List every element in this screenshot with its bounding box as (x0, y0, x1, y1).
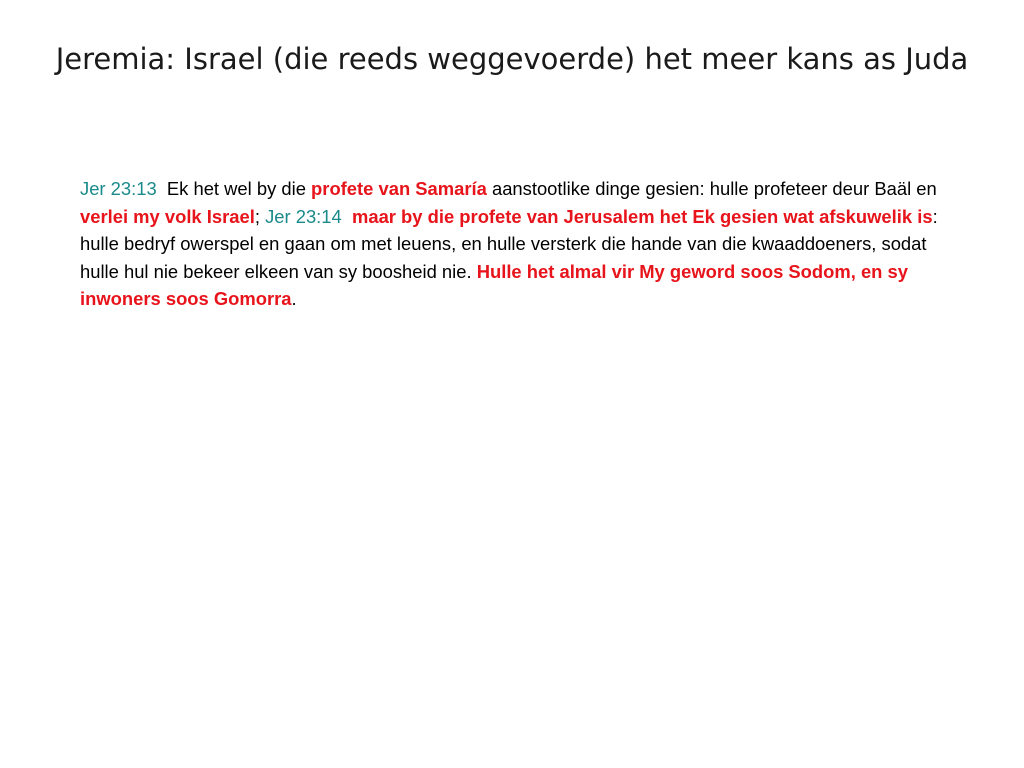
slide-title: Jeremia: Israel (die reeds weggevoerde) het meer kans as Juda (55, 42, 969, 76)
passage-text: : hulle bedryf owerspel en gaan om met leuens, en hulle versterk die hande van die kwaaddoeners, sodat hulle hul nie bekeer elkeen van sy boosheid nie. (80, 205, 938, 282)
passage-text (342, 206, 352, 227)
passage-text: . (291, 288, 297, 309)
verse-reference-23-13: Jer 23:13 (80, 178, 157, 199)
highlight-profete-samaria: profete van Samaría (311, 178, 487, 199)
scripture-passage (80, 175, 950, 313)
passage-text: Ek het wel by die (156, 178, 312, 199)
passage-text: aanstootlike dinge gesien: hulle profeteer deur Baäl en (486, 178, 937, 199)
highlight-sodom-gomorra: Hulle het almal vir My geword soos Sodom, en sy inwoners soos Gomorra (80, 260, 908, 309)
verse-reference-23-14: Jer 23:14 (265, 205, 342, 227)
highlight-profete-jerusalem: maar by die profete van Jerusalem het Ek gesien wat afskuwelik is (351, 205, 933, 227)
passage-text: ; (254, 205, 266, 227)
highlight-verlei-israel: verlei my volk Israel (80, 205, 255, 227)
